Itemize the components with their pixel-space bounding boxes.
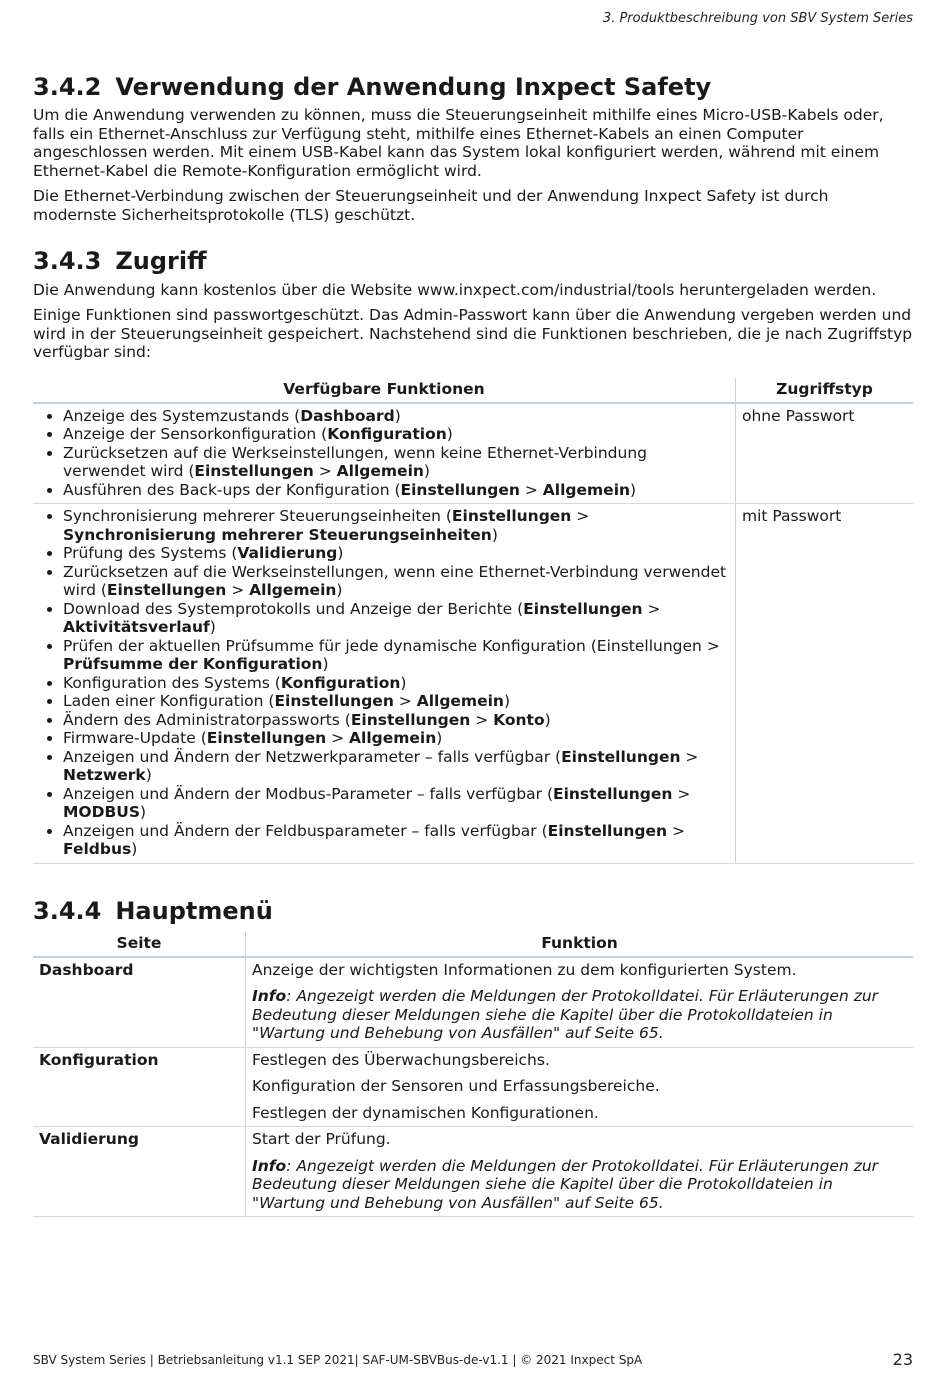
page-cell: Konfiguration <box>33 1047 246 1127</box>
text-run: Ausführen des Back-ups der Konfiguration ( <box>63 480 401 499</box>
access-type-cell: ohne Passwort <box>736 403 914 504</box>
text-run: > <box>226 581 250 599</box>
list-item <box>63 425 729 444</box>
bold-text: Feldbus <box>63 840 132 858</box>
page-cell: Dashboard <box>33 957 246 1048</box>
function-line <box>252 1157 907 1213</box>
table-header: Seite <box>33 932 246 957</box>
bold-text: Allgemein <box>336 462 424 480</box>
text-run: Anzeige der Sensorkonfiguration ( <box>63 425 328 443</box>
bold-text: Einstellungen <box>400 480 520 499</box>
text-run: : Angezeigt werden die Meldungen der Protokolldatei. Für Erläuterungen zur Bedeutung dieser Meldungen siehe die Kapitel über die Protokolldateien in "Wartung und Behebung von Ausfällen" auf Seite 65. <box>252 1156 879 1212</box>
text-run: Anzeigen und Ändern der Modbus-Parameter – falls verfügbar ( <box>63 784 553 803</box>
function-line <box>252 987 907 1043</box>
list-item <box>63 407 729 426</box>
main-menu-table <box>33 932 913 1217</box>
table-header: Funktion <box>246 932 914 957</box>
table-header: Zugriffstyp <box>736 378 914 403</box>
section-3-4-4-heading <box>33 896 273 926</box>
text-run: : Angezeigt werden die Meldungen der Protokolldatei. Für Erläuterungen zur Bedeutung dieser Meldungen siehe die Kapitel über die Protokolldateien in "Wartung und Behebung von Ausfällen" auf Seite 65. <box>252 987 879 1042</box>
bold-text: Einstellungen <box>547 821 668 840</box>
bold-text: Allgemein <box>249 581 337 599</box>
text-run: Konfiguration des Systems ( <box>63 673 281 692</box>
access-table <box>33 378 913 864</box>
paragraph: Um die Anwendung verwenden zu können, muss die Steuerungseinheit mithilfe eines Micro-USB-Kabels oder, falls ein Ethernet-Anschluss zur Verfügung steht, mithilfe eines Ethernet-Kabels an einen Computer angeschlossen werden. Mit einem USB-Kabel kann das System lokal konfiguriert werden, während mit einem Ethernet-Kabel die Remote-Konfiguration ermöglicht wird. <box>33 106 884 180</box>
table-header: Verfügbare Funktionen <box>33 378 736 403</box>
list-item <box>63 563 729 600</box>
text-run: > <box>326 729 350 747</box>
text-run: Firmware-Update ( <box>63 729 207 747</box>
page-cell: Validierung <box>33 1127 246 1217</box>
text-run: Start der Prüfung. <box>252 1130 391 1148</box>
bold-text: Einstellungen <box>106 581 227 599</box>
text-run: Festlegen der dynamischen Konfigurationen. <box>252 1103 599 1122</box>
function-cell <box>246 1127 914 1217</box>
bold-text: Einstellungen <box>350 710 471 729</box>
bold-text: Info <box>252 1156 287 1175</box>
bold-text: MODBUS <box>63 803 141 821</box>
list-item <box>63 637 729 674</box>
text-run: Prüfung des Systems ( <box>63 544 238 562</box>
paragraph: Die Ethernet-Verbindung zwischen der Steuerungseinheit und der Anwendung Inxpect Safety ist durch modernste Sicherheitsprotokolle (TLS) geschützt. <box>33 187 829 224</box>
table-row <box>33 504 913 864</box>
text-run: ) <box>209 618 216 636</box>
bold-text: Validierung <box>237 544 338 562</box>
function-cell <box>246 957 914 1048</box>
text-run: ) <box>436 729 443 747</box>
list-item <box>63 748 729 785</box>
function-line <box>252 961 907 980</box>
text-run: ) <box>423 462 430 480</box>
function-cell <box>246 1047 914 1127</box>
table-row <box>33 957 913 1048</box>
text-run: Anzeigen und Ändern der Netzwerkparameter – falls verfügbar ( <box>63 747 562 766</box>
section-title: Hauptmenü <box>115 897 273 925</box>
bold-text: Info <box>252 987 287 1005</box>
functions-cell <box>33 504 736 864</box>
bold-text: Konto <box>493 710 545 729</box>
text-run: ) <box>503 692 511 710</box>
section-title: Verwendung der Anwendung Inxpect Safety <box>115 73 712 101</box>
bold-text: Synchronisierung mehrerer Steuerungseinheiten <box>63 525 492 544</box>
list-item <box>63 711 729 730</box>
text-run: ) <box>491 525 498 544</box>
bold-text: Dashboard <box>300 406 395 425</box>
list-item <box>63 600 729 637</box>
running-header: 3. Produktbeschreibung von SBV System Series <box>602 11 913 26</box>
section-number: 3.4.2 <box>33 73 102 101</box>
text-run: > <box>393 692 417 710</box>
bold-text: Allgemein <box>416 692 504 710</box>
text-run: > <box>667 821 685 840</box>
function-line <box>252 1104 907 1123</box>
text-run: Zurücksetzen auf die Werkseinstellungen, wenn keine Ethernet-Verbindung verwendet wird ( <box>63 443 648 480</box>
function-line <box>252 1077 907 1096</box>
section-title: Zugriff <box>115 247 207 275</box>
function-line <box>252 1130 907 1149</box>
text-run: Anzeige der wichtigsten Informationen zu dem konfigurierten System. <box>252 960 797 979</box>
text-run: ) <box>131 840 138 858</box>
list-item <box>63 785 729 822</box>
text-run: ) <box>145 766 152 784</box>
list-item <box>63 444 729 481</box>
text-run: ) <box>394 406 401 425</box>
section-number: 3.4.4 <box>33 897 102 925</box>
text-run: Zurücksetzen auf die Werkseinstellungen, wenn eine Ethernet-Verbindung verwendet wird ( <box>63 562 727 599</box>
bold-text: Einstellungen <box>553 784 673 803</box>
text-run: > <box>571 507 590 525</box>
list-item <box>63 674 729 693</box>
text-run: > <box>680 747 699 766</box>
text-run: Synchronisierung mehrerer Steuerungseinheiten ( <box>63 507 452 525</box>
bold-text: Allgemein <box>542 480 631 499</box>
bold-text: Einstellungen <box>206 729 327 747</box>
section-3-4-2-heading <box>33 72 711 102</box>
bold-text: Konfiguration <box>280 673 401 692</box>
text-run: > <box>672 784 691 803</box>
bold-text: Prüfsumme der Konfiguration <box>63 655 323 673</box>
list-item <box>63 507 729 544</box>
bold-text: Einstellungen <box>561 747 681 766</box>
text-run: Festlegen des Überwachungsbereichs. <box>252 1050 550 1069</box>
list-item <box>63 481 729 500</box>
bold-text: Aktivitätsverlauf <box>63 618 210 636</box>
bold-text: Konfiguration <box>327 425 447 443</box>
list-item <box>63 729 729 748</box>
functions-cell <box>33 403 736 504</box>
bold-text: Einstellungen <box>523 599 643 618</box>
access-type-cell: mit Passwort <box>736 504 914 864</box>
section-3-4-3-heading <box>33 246 207 276</box>
bold-text: Einstellungen <box>451 507 572 525</box>
footer: SBV System Series | Betriebsanleitung v1.1 SEP 2021| SAF-UM-SBVBus-de-v1.1 | © 2021 Inxpect SpA <box>33 1353 643 1367</box>
function-list <box>39 507 729 859</box>
text-run: ) <box>140 803 147 821</box>
bold-text: Einstellungen <box>194 462 314 480</box>
page-number: 23 <box>892 1350 913 1369</box>
text-run: Konfiguration der Sensoren und Erfassungsbereiche. <box>252 1077 660 1095</box>
text-run: Prüfen der aktuellen Prüfsumme für jede dynamische Konfiguration (Einstellungen > <box>63 636 720 655</box>
text-run: ) <box>337 544 344 562</box>
text-run: > <box>470 710 494 729</box>
text-run: Laden einer Konfiguration ( <box>63 692 275 710</box>
text-run: ) <box>446 425 453 443</box>
section-number: 3.4.3 <box>33 247 102 275</box>
text-run: > <box>642 599 661 618</box>
text-run: Download des Systemprotokolls und Anzeige der Berichte ( <box>63 599 524 618</box>
text-run: Anzeige des Systemzustands ( <box>63 406 301 425</box>
function-list <box>39 407 729 500</box>
function-line <box>252 1051 907 1070</box>
text-run: ) <box>630 480 637 499</box>
list-item <box>63 692 729 711</box>
paragraph: Einige Funktionen sind passwortgeschützt. Das Admin-Passwort kann über die Anwendung vergeben werden und wird in der Steuerungseinheit gespeichert. Nachstehend sind die Funktionen beschrieben, die je nach Zugriffstyp verfügbar sind: <box>33 306 913 361</box>
text-run: Ändern des Administratorpassworts ( <box>63 710 351 729</box>
table-row <box>33 1047 913 1127</box>
list-item <box>63 544 729 563</box>
table-row <box>33 403 913 504</box>
text-run: ) <box>336 581 343 599</box>
text-run: > <box>519 480 543 499</box>
bold-text: Allgemein <box>349 729 437 747</box>
paragraph: Die Anwendung kann kostenlos über die Website www.inxpect.com/industrial/tools heruntergeladen werden. <box>33 281 877 299</box>
list-item <box>63 822 729 859</box>
text-run: Anzeigen und Ändern der Feldbusparameter – falls verfügbar ( <box>63 821 548 840</box>
bold-text: Einstellungen <box>274 692 394 710</box>
table-row <box>33 1127 913 1217</box>
text-run: ) <box>322 655 329 673</box>
text-run: ) <box>544 710 551 729</box>
bold-text: Netzwerk <box>63 766 146 784</box>
text-run: > <box>313 462 337 480</box>
text-run: ) <box>400 673 407 692</box>
